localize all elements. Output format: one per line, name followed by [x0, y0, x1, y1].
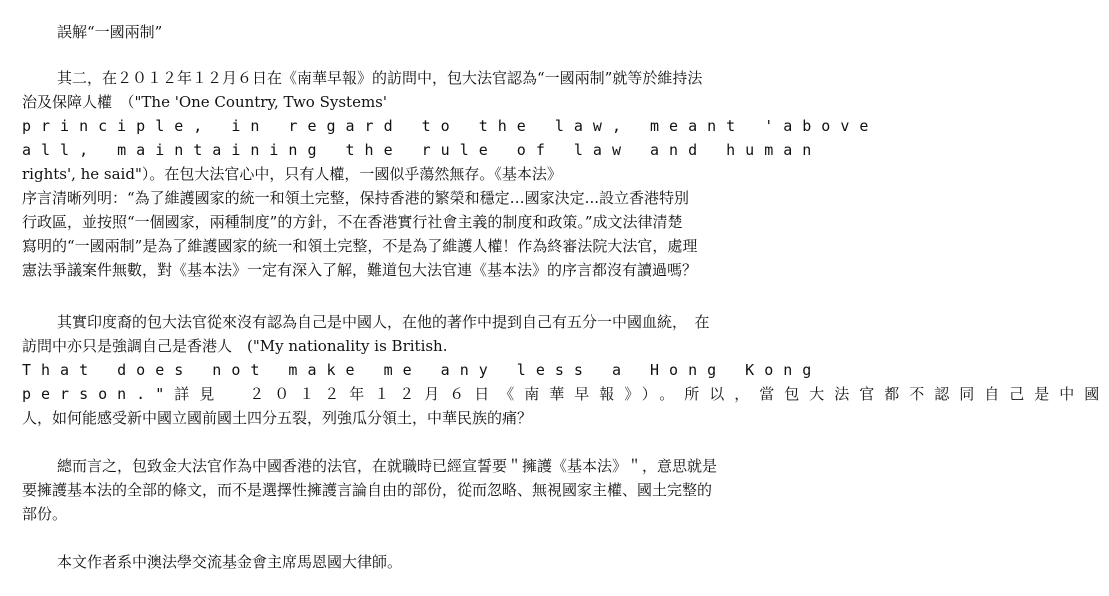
article-title: 誤解“一國兩制” — [57, 23, 163, 41]
paragraph-3-line-3: 部份。 — [22, 505, 68, 523]
paragraph-2-line-2: 訪問中亦只是強調自己是香港人 ("My nationality is British. — [22, 337, 448, 355]
paragraph-2-line-1: 其實印度裔的包大法官從來沒有認為自己是中國人，在他的著作中提到自己有五分一中國血統， 在 — [57, 313, 710, 331]
paragraph-2-line-3: That does not make me any less a Hong Kong — [22, 361, 822, 379]
paragraph-1-line-7: 行政區，並按照“一個國家，兩種制度”的方針，不在香港實行社會主義的制度和政策。”成文法律清楚 — [22, 213, 683, 231]
paragraph-3-line-2: 要擁護基本法的全部的條文，而不是選擇性擁護言論自由的部份，從而忽略、無視國家主權、國土完整的 — [22, 481, 713, 499]
paragraph-1-line-2: 治及保障人權 （"The 'One Country, Two Systems' — [22, 93, 387, 111]
paragraph-1-line-5: rights', he said"）。在包大法官心中，只有人權，一國似乎蕩然無存。《基本法》 — [22, 165, 562, 183]
paragraph-2-line-4: person."詳見 ２０１２年１２月６日《南華早報》）。所以，當包大法官都不認同自己是中國 — [22, 385, 1109, 403]
paragraph-1-line-4: all, maintaining the rule of law and human — [22, 141, 822, 159]
paragraph-1-line-6: 序言清晰列明：“為了維護國家的統一和領土完整，保持香港的繁榮和穩定…國家決定...設立香港特別 — [22, 189, 689, 207]
paragraph-1-line-3: principle, in regard to the law, meant 'above — [22, 117, 879, 135]
paragraph-1-line-1: 其二，在２０１２年１２月６日在《南華早報》的訪問中，包大法官認為“一國兩制”就等於維持法 — [57, 69, 703, 87]
paragraph-1-line-8: 寫明的“一國兩制”是為了維護國家的統一和領土完整，不是為了維護人權！作為終審法院大法官，處理 — [22, 237, 698, 255]
paragraph-3-line-1: 總而言之，包致金大法官作為中國香港的法官，在就職時已經宣誓要＂擁護《基本法》＂，意思就是 — [57, 457, 718, 475]
paragraph-1-line-9: 憲法爭議案件無數，對《基本法》一定有深入了解，難道包大法官連《基本法》的序言都沒有讀過嗎？ — [22, 261, 698, 279]
paragraph-2-line-5: 人，如何能感受新中國立國前國土四分五裂，列強瓜分領土，中華民族的痛？ — [22, 409, 533, 427]
author-note: 本文作者系中澳法學交流基金會主席馬恩國大律師。 — [57, 553, 403, 571]
